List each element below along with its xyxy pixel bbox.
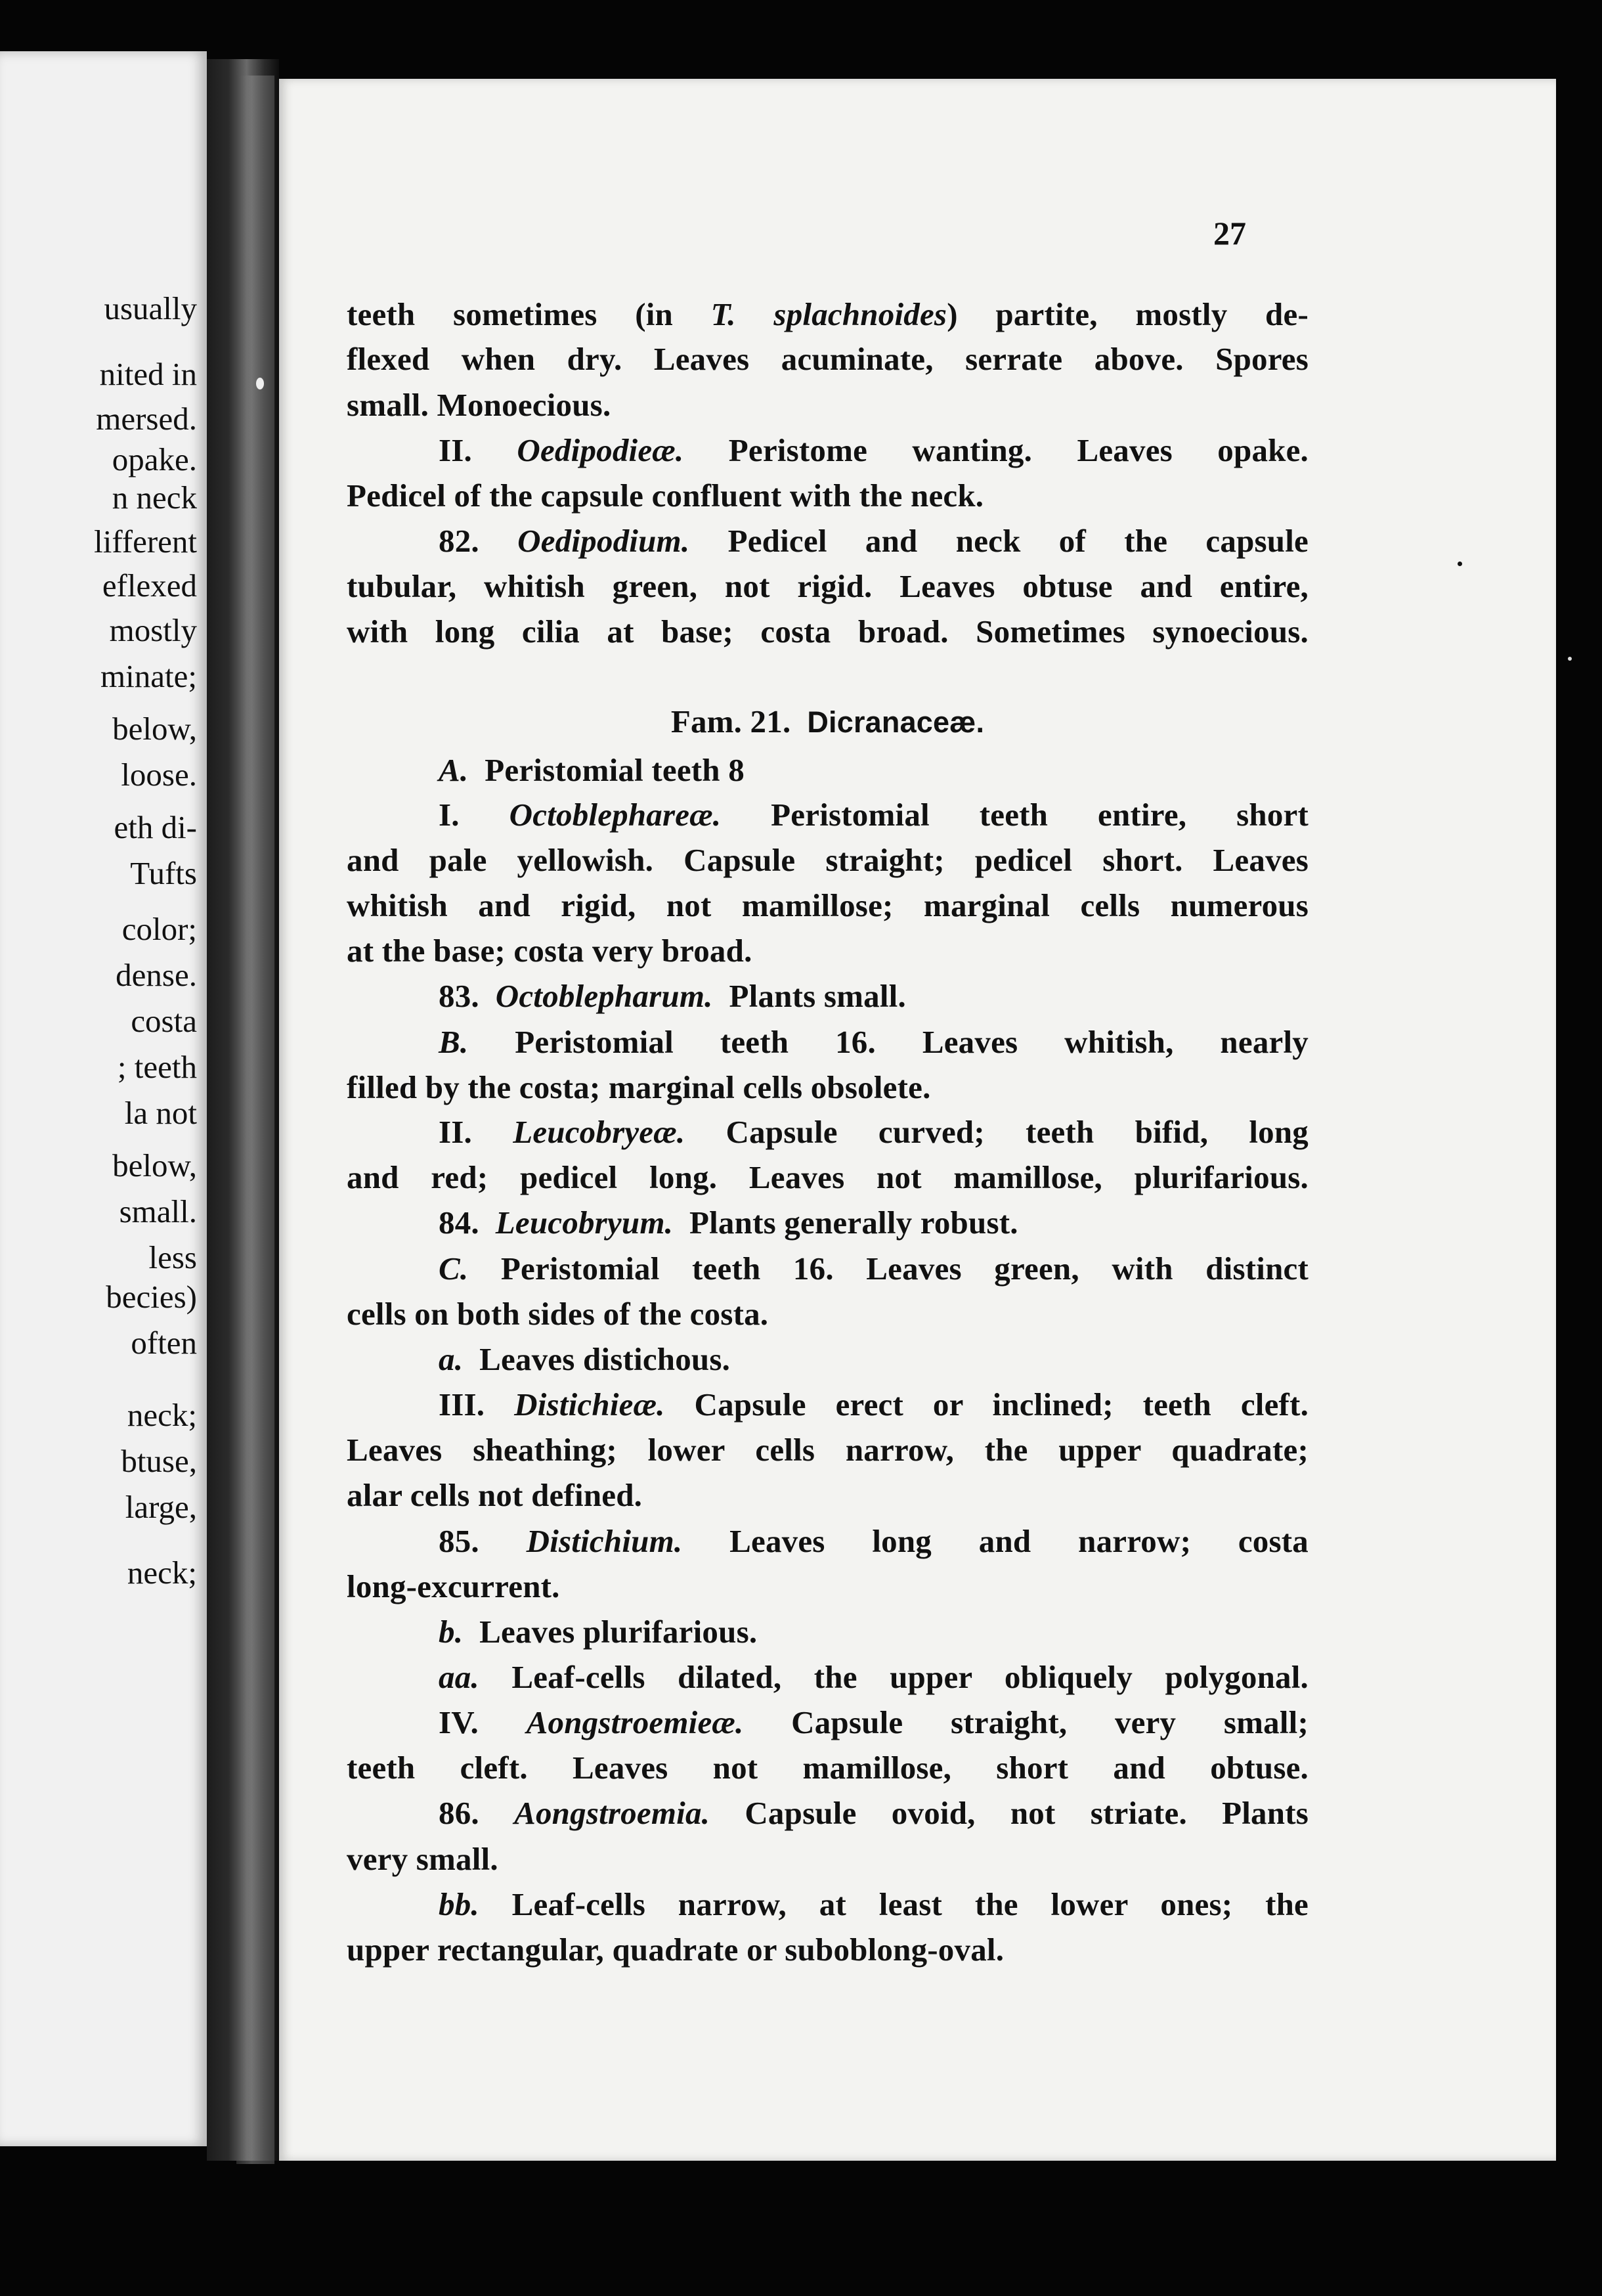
text-line: B. Peristomial teeth 16. Leaves whitish, nearly [439, 1024, 1309, 1060]
text-line: aa. Leaf-cells dilated, the upper obliquely polygonal. [439, 1659, 1309, 1695]
text-line: whitish and rigid, not mamillose; marginal cells numerous [347, 887, 1309, 923]
facing-page-line: opake. [112, 441, 197, 477]
text-line: cells on both sides of the costa. [347, 1296, 769, 1332]
facing-page-line: minate; [100, 658, 197, 694]
facing-page-line: la not [124, 1095, 197, 1131]
gutter-highlight [236, 76, 274, 2164]
text-line: and pale yellowish. Capsule straight; pedicel short. Leaves [347, 842, 1309, 878]
text-line: II. Leucobryeæ. Capsule curved; teeth bifid, long [439, 1114, 1309, 1150]
facing-page-line: mostly [109, 612, 197, 648]
facing-page-line: n neck [112, 479, 197, 516]
facing-page-line: usually [104, 290, 197, 326]
text-line: IV. Aongstroemieæ. Capsule straight, very small; [439, 1704, 1309, 1740]
facing-page-line: Tufts [130, 855, 197, 891]
facing-page-line: nited in [99, 356, 197, 392]
facing-page-line: below, [112, 1147, 197, 1183]
text-line: very small. [347, 1841, 498, 1877]
text-line: teeth cleft. Leaves not mamillose, short and obtuse. [347, 1750, 1309, 1786]
facing-page-line: lifferent [94, 523, 197, 560]
text-line: Leaves sheathing; lower cells narrow, the upper quadrate; [347, 1432, 1309, 1468]
text-line: flexed when dry. Leaves acuminate, serrate above. Spores [347, 341, 1309, 377]
text-line: C. Peristomial teeth 16. Leaves green, with distinct [439, 1250, 1309, 1287]
text-line: with long cilia at base; costa broad. Sometimes synoecious. [347, 613, 1309, 650]
facing-page-line: dense. [116, 957, 197, 993]
facing-page-line: often [131, 1325, 197, 1361]
text-line: a. Leaves distichous. [439, 1341, 731, 1377]
family-heading: Fam. 21. Dicranaceæ. [670, 703, 985, 740]
text-line: Pedicel of the capsule confluent with the neck. [347, 477, 984, 514]
text-line: 82. Oedipodium. Pedicel and neck of the capsule [439, 523, 1309, 559]
text-line: alar cells not defined. [347, 1477, 643, 1513]
text-line: long-excurrent. [347, 1568, 560, 1604]
facing-page-line: loose. [121, 757, 197, 793]
text-line: A. Peristomial teeth 8 [439, 752, 745, 788]
text-line: tubular, whitish green, not rigid. Leaves obtuse and entire, [347, 568, 1309, 604]
facing-page-line: mersed. [96, 401, 197, 437]
text-line: II. Oedipodieæ. Peristome wanting. Leaves opake. [439, 432, 1309, 468]
facing-page-line: ; teeth [117, 1049, 197, 1085]
text-line: small. Monoecious. [347, 387, 611, 423]
text-line: I. Octoblephareæ. Peristomial teeth entire, short [439, 797, 1309, 833]
text-line: filled by the costa; marginal cells obsolete. [347, 1069, 931, 1105]
facing-page-line: eflexed [102, 567, 197, 604]
text-line: and red; pedicel long. Leaves not mamillose, plurifarious. [347, 1159, 1309, 1195]
facing-page-line: eth di- [114, 809, 197, 845]
facing-page-line: neck; [127, 1555, 197, 1591]
facing-page-line: small. [119, 1193, 197, 1229]
facing-page-line: color; [121, 911, 197, 947]
text-line: b. Leaves plurifarious. [439, 1614, 758, 1650]
text-line: 86. Aongstroemia. Capsule ovoid, not striate. Plants [439, 1795, 1309, 1831]
text-line: bb. Leaf-cells narrow, at least the lower ones; the [439, 1886, 1309, 1922]
text-line: upper rectangular, quadrate or suboblong-oval. [347, 1932, 1005, 1968]
scan-speck [256, 378, 264, 389]
facing-page-line: large, [125, 1489, 197, 1525]
facing-page-line: neck; [127, 1397, 197, 1433]
scan-speck [1568, 657, 1572, 661]
facing-page-line: becies) [106, 1279, 197, 1315]
scan-speck [1458, 562, 1462, 566]
facing-page-line: costa [131, 1003, 197, 1039]
facing-page-line: below, [112, 711, 197, 747]
facing-page-line: less [148, 1239, 197, 1275]
text-line: III. Distichieæ. Capsule erect or inclined; teeth cleft. [439, 1386, 1309, 1423]
facing-page-line: btuse, [121, 1443, 197, 1479]
text-line: at the base; costa very broad. [347, 933, 752, 969]
text-line: 83. Octoblepharum. Plants small. [439, 978, 906, 1014]
text-line: 84. Leucobryum. Plants generally robust. [439, 1204, 1018, 1241]
text-line: teeth sometimes (in T. splachnoides) partite, mostly de- [347, 296, 1309, 332]
facing-page [0, 51, 207, 2146]
page-number: 27 [1213, 215, 1246, 252]
text-line: 85. Distichium. Leaves long and narrow; costa [439, 1523, 1309, 1559]
